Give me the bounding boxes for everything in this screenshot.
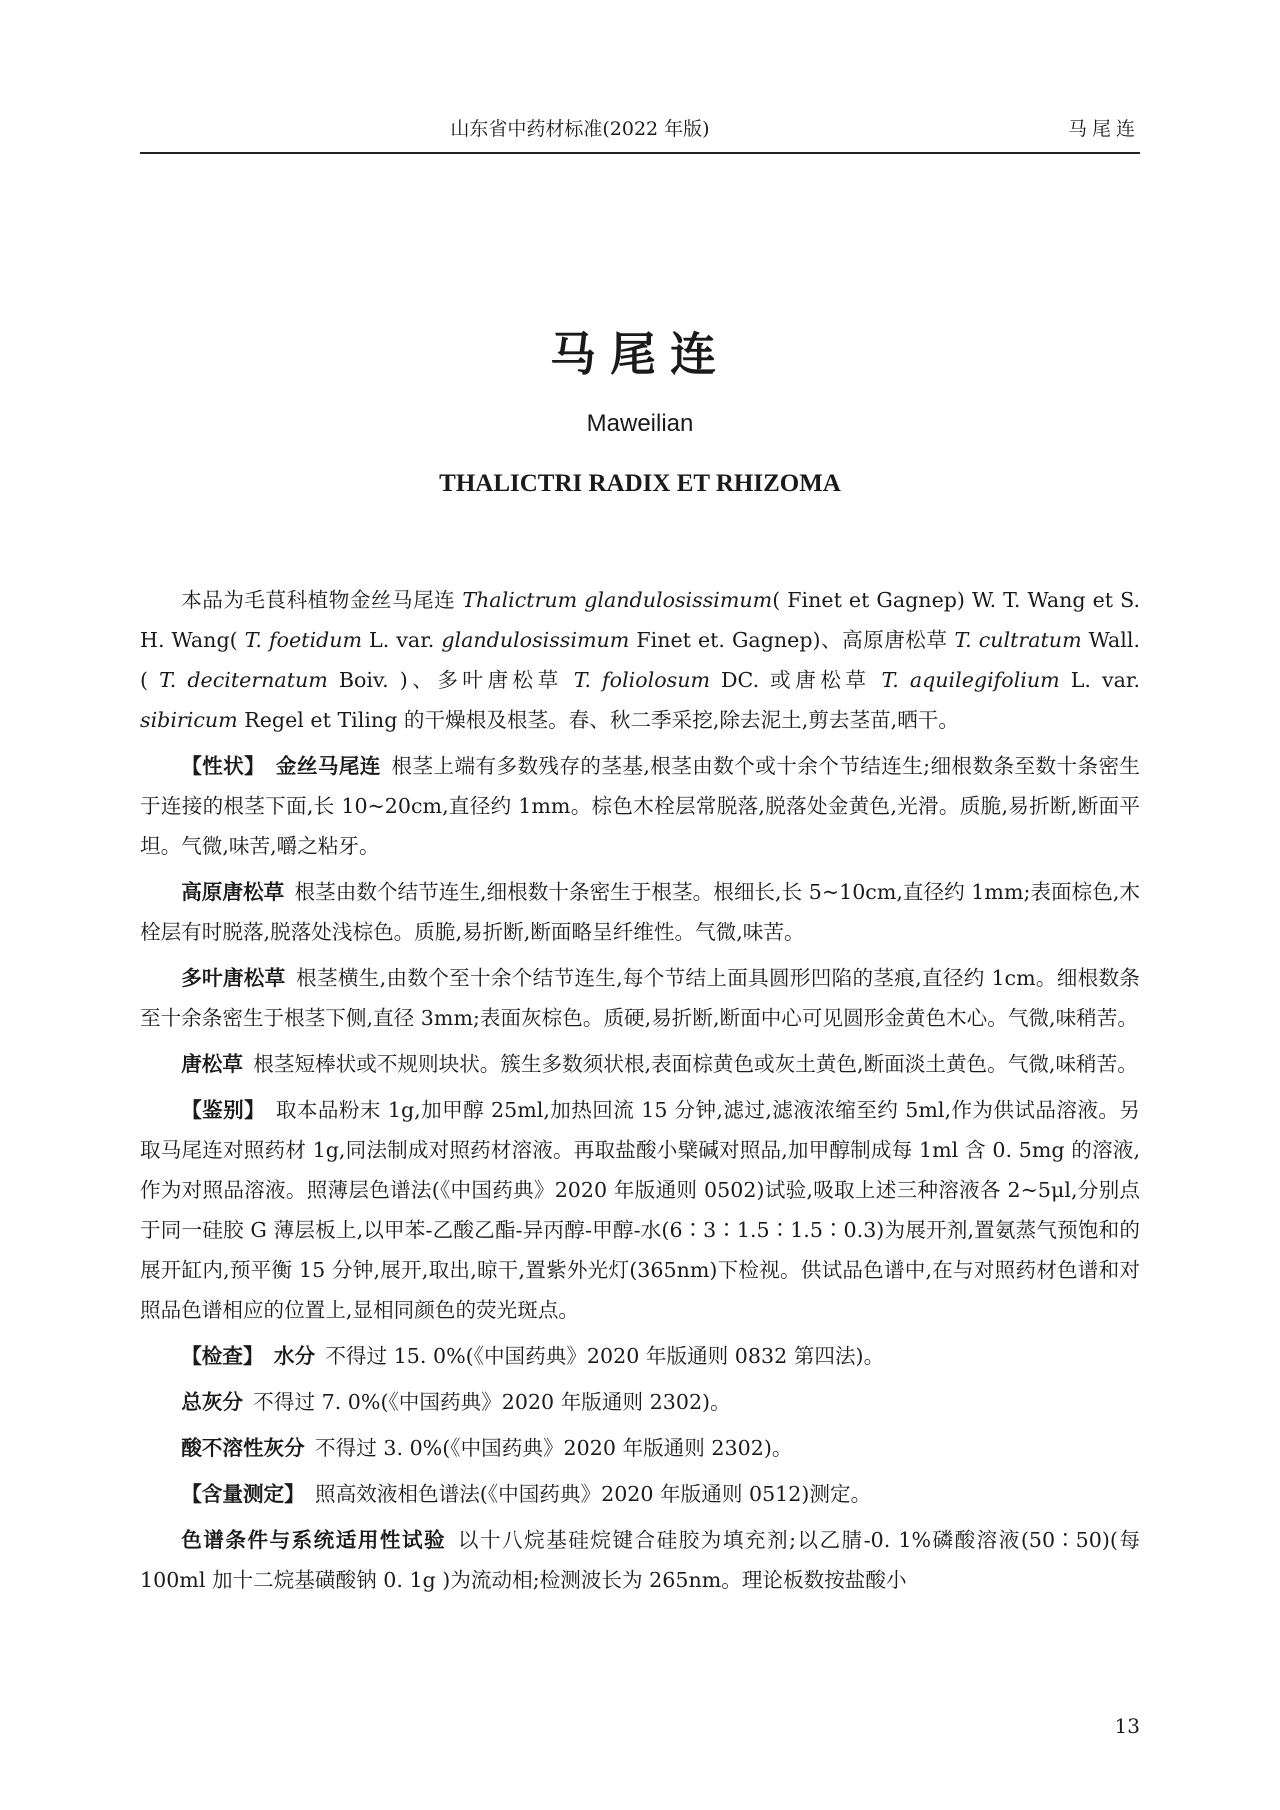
- section-label-xingzhuang: 【性状】: [181, 754, 266, 778]
- subsection-name: 酸不溶性灰分: [181, 1436, 305, 1460]
- species-name: glandulosissimum: [441, 628, 630, 652]
- paragraph-text: 根茎短棒状或不规则块状。簇生多数须状根,表面棕黄色或灰土黄色,断面淡土黄色。气微,味稍苦。: [253, 1052, 1138, 1076]
- xingzhuang-paragraph-3: [140, 958, 1140, 1038]
- header-rule: [140, 152, 1140, 154]
- species-name: T. foetidum: [244, 628, 363, 652]
- jiancha-paragraph-2: [140, 1382, 1140, 1422]
- hanliang-subparagraph: [140, 1520, 1140, 1600]
- paragraph-text: 不得过 15. 0%(《中国药典》2020 年版通则 0832 第四法)。: [325, 1344, 885, 1368]
- hanliang-paragraph: [140, 1474, 1140, 1514]
- paragraph-text: 照高效液相色谱法(《中国药典》2020 年版通则 0512)测定。: [315, 1482, 872, 1506]
- xingzhuang-paragraph-4: [140, 1044, 1140, 1084]
- page-number: 13: [1114, 1714, 1140, 1738]
- jianbie-paragraph: [140, 1090, 1140, 1330]
- intro-text: L. var.: [1059, 668, 1141, 692]
- species-name: Thalictrum glandulosissimum: [462, 588, 773, 612]
- section-label-jianbie: 【鉴别】: [181, 1098, 266, 1122]
- paragraph-text: 取本品粉末 1g,加甲醇 25ml,加热回流 15 分钟,滤过,滤液浓缩至约 5ml,作为供试品溶液。另取马尾连对照药材 1g,同法制成对照药材溶液。再取盐酸小檗碱对照品,加甲醇制成每 1ml 含 0. 5mg 的溶液,作为对照品溶液。照薄层色谱法(《中国药典》2020 年版通则 0502)试验,吸取上述三种溶液各 2~5μl,分别点于同一硅胶 G 薄层板上,以甲苯-乙酸乙酯-异丙醇-甲醇-水(6∶3∶1.5∶1.5∶0.3)为展开剂,置氨蒸气预饱和的展开缸内,预平衡 15 分钟,展开,取出,晾干,置紫外光灯(365nm)下检视。供试品色谱中,在与对照药材色谱和对照品色谱相应的位置上,显相同颜色的荧光斑点。: [140, 1098, 1141, 1322]
- paragraph-text: 根茎上端有多数残存的茎基,根茎由数个或十余个节结连生;细根数条至数十条密生于连接的根茎下面,长 10~20cm,直径约 1mm。棕色木栓层常脱落,脱落处金黄色,光滑。质脆,易折断,断面平坦。气微,味苦,嚼之粘牙。: [140, 754, 1141, 858]
- species-name: T. deciternatum: [159, 668, 328, 692]
- subsection-name: 总灰分: [181, 1390, 243, 1414]
- intro-text: 本品为毛茛科植物金丝马尾连: [181, 588, 463, 612]
- paragraph-text: 根茎由数个结节连生,细根数十条密生于根茎。根细长,长 5~10cm,直径约 1mm;表面棕色,木栓层有时脱落,脱落处浅棕色。质脆,易折断,断面略呈纤维性。气微,味苦。: [140, 880, 1140, 944]
- paragraph-text: 不得过 3. 0%(《中国药典》2020 年版通则 2302)。: [315, 1436, 793, 1460]
- subsection-name: 高原唐松草: [181, 880, 285, 904]
- jiancha-paragraph-1: [140, 1336, 1140, 1376]
- xingzhuang-paragraph-1: [140, 746, 1140, 866]
- paragraph-text: 根茎横生,由数个至十余个结节连生,每个节结上面具圆形凹陷的茎痕,直径约 1cm。细根数条至十余条密生于根茎下侧,直径 3mm;表面灰棕色。质硬,易折断,断面中心可见圆形金黄色木心。气微,味稍苦。: [140, 966, 1140, 1030]
- species-name: T. foliolosum: [573, 668, 710, 692]
- species-name: sibiricum: [140, 708, 238, 732]
- entry-title-chinese: 马尾连: [550, 327, 730, 381]
- subsection-name: 多叶唐松草: [181, 966, 286, 990]
- subsection-name: 唐松草: [181, 1052, 243, 1076]
- species-name: T. aquilegifolium: [881, 668, 1060, 692]
- intro-text: DC. 或唐松草: [710, 668, 882, 692]
- section-label-hanliang: 【含量测定】: [181, 1482, 305, 1506]
- entry-title-pinyin: Maweilian: [586, 410, 694, 437]
- subsection-name: 水分: [273, 1344, 316, 1368]
- species-name: T. cultratum: [954, 628, 1082, 652]
- paragraph-text: 以十八烷基硅烷键合硅胶为填充剂;以乙腈-0. 1%磷酸溶液(50∶50)(每 100ml 加十二烷基磺酸钠 0. 1g )为流动相;检测波长为 265nm。理论板数按盐酸小: [140, 1528, 1141, 1592]
- intro-paragraph: [140, 580, 1140, 740]
- intro-text: Boiv. )、多叶唐松草: [327, 668, 574, 692]
- monograph-body: [140, 580, 1140, 1606]
- xingzhuang-paragraph-2: [140, 872, 1140, 952]
- intro-text: Finet et. Gagnep)、高原唐松草: [629, 628, 955, 652]
- intro-text: Regel et Tiling 的干燥根及根茎。春、秋二季采挖,除去泥土,剪去茎苗,晒干。: [237, 708, 959, 732]
- subsection-name: 金丝马尾连: [275, 754, 381, 778]
- entry-title-latin: THALICTRI RADIX ET RHIZOMA: [439, 470, 841, 497]
- header-book-title: 山东省中药材标准(2022 年版): [450, 118, 710, 140]
- header-entry-name: 马尾连: [1067, 118, 1140, 140]
- intro-text: ( Finet et Gagnep) W. T. Wang et S. H. Wang(: [140, 588, 1140, 652]
- running-header: [140, 108, 1140, 148]
- subsection-name: 色谱条件与系统适用性试验: [181, 1528, 447, 1552]
- intro-text: L. var.: [362, 628, 442, 652]
- jiancha-paragraph-3: [140, 1428, 1140, 1468]
- paragraph-text: 不得过 7. 0%(《中国药典》2020 年版通则 2302)。: [253, 1390, 731, 1414]
- section-label-jiancha: 【检查】: [181, 1344, 264, 1368]
- intro-text: Wall. (: [140, 628, 1140, 692]
